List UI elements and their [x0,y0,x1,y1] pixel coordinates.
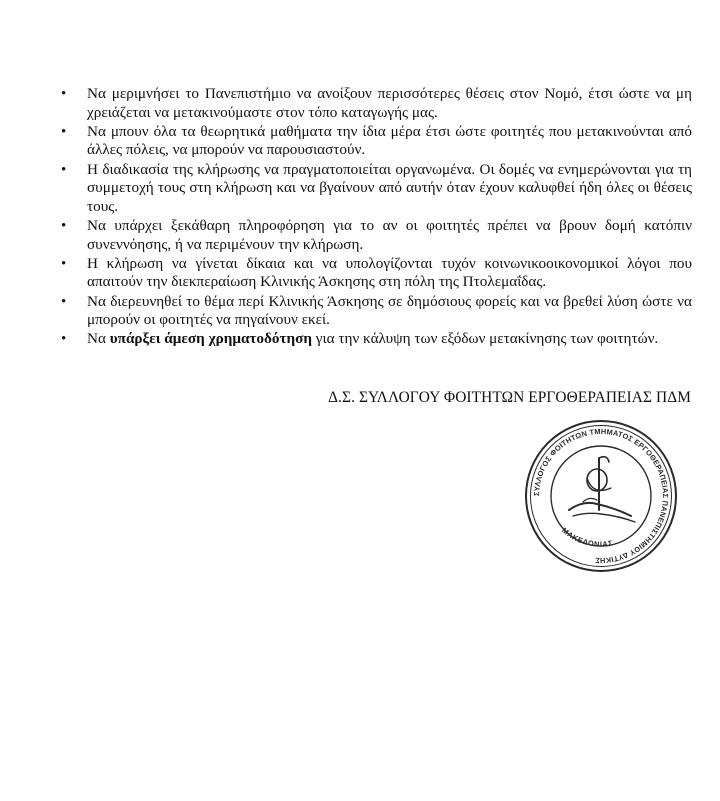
seal-lower-text: ΜΑΚΕΔΟΝΙΑΣ [560,525,614,549]
list-item [60,330,692,349]
bullet-icon: • [61,255,67,272]
list-item-suffix: για την κάλυψη των εξόδων μετακίνησης των φοιτητών. [312,330,659,348]
list-item [60,217,692,254]
list-item [60,123,692,160]
demands-list [60,85,692,349]
list-item [60,255,692,292]
list-item [60,293,692,330]
list-item [60,161,692,217]
bullet-icon: • [61,217,67,234]
bullet-icon: • [61,293,67,310]
list-item-text: Να μεριμνήσει το Πανεπιστήμιο να ανοίξουν περισσότερες θέσεις στον Νομό, έτσι ώστε να μη χρειάζεται να μετακινούμαστε στον τόπο καταγωγής μας. [87,85,692,121]
signature-line: Δ.Σ. ΣΥΛΛΟΓΟΥ ΦΟΙΤΗΤΩΝ ΕΡΓΟΘΕΡΑΠΕΙΑΣ ΠΔΜ [328,389,691,406]
list-item-text: Η κλήρωση να γίνεται δίκαια και να υπολογίζονται τυχόν κοινωνικοοικονομικοί λόγοι που απαιτούν την διεκπεραίωση Κλινικής Άσκησης στη πόλη της Πτολεμαΐδας. [87,254,692,291]
bullet-icon: • [61,123,67,140]
bullet-icon: • [61,331,67,348]
seal-upper-text: ΣΥΛΛΟΓΟΣ ΦΟΙΤΗΤΩΝ ΤΜΗΜΑΤΟΣ ΕΡΓΟΘΕΡΑΠΕΙΑΣ ΠΑΝΕΠΙΣΤΗΜΙΟΥ ΔΥΤΙΚΗΣ [531,426,671,566]
bullet-icon: • [61,86,67,102]
seal-emblem [569,457,635,522]
bullet-icon: • [61,161,67,178]
list-item-text: Να διερευνηθεί το θέμα περί Κλινικής Άσκησης σε δημόσιους φορείς και να βρεθεί λύση ώστε να μπορούν οι φοιτητές να πηγαίνουν εκεί. [87,292,692,329]
list-item-emphasis: υπάρξει άμεση χρηματοδότηση [109,330,312,348]
list-item-prefix: Να [87,330,110,348]
list-item-text: Η διαδικασία της κλήρωσης να πραγματοποιείται οργανωμένα. Οι δομές να ενημερώνονται για τη συμμετοχή τους στη κλήρωση και να βγαίνουν από αυτήν όταν έχουν καλυφθεί ήδη όλες οι θέσεις τους. [87,160,692,215]
association-seal-icon [523,418,679,574]
list-item [60,85,692,122]
list-item-text: Να μπουν όλα τα θεωρητικά μαθήματα την ίδια μέρα έτσι ώστε φοιτητές που μετακινούνται από άλλες πόλεις, να μπορούν να παρουσιαστούν. [87,122,692,159]
list-item-text: Να υπάρχει ξεκάθαρη πληροφόρηση για το αν οι φοιτητές πρέπει να βρουν δομή κατόπιν συνεννόησης, ή να περιμένουν την κλήρωση. [87,216,692,253]
